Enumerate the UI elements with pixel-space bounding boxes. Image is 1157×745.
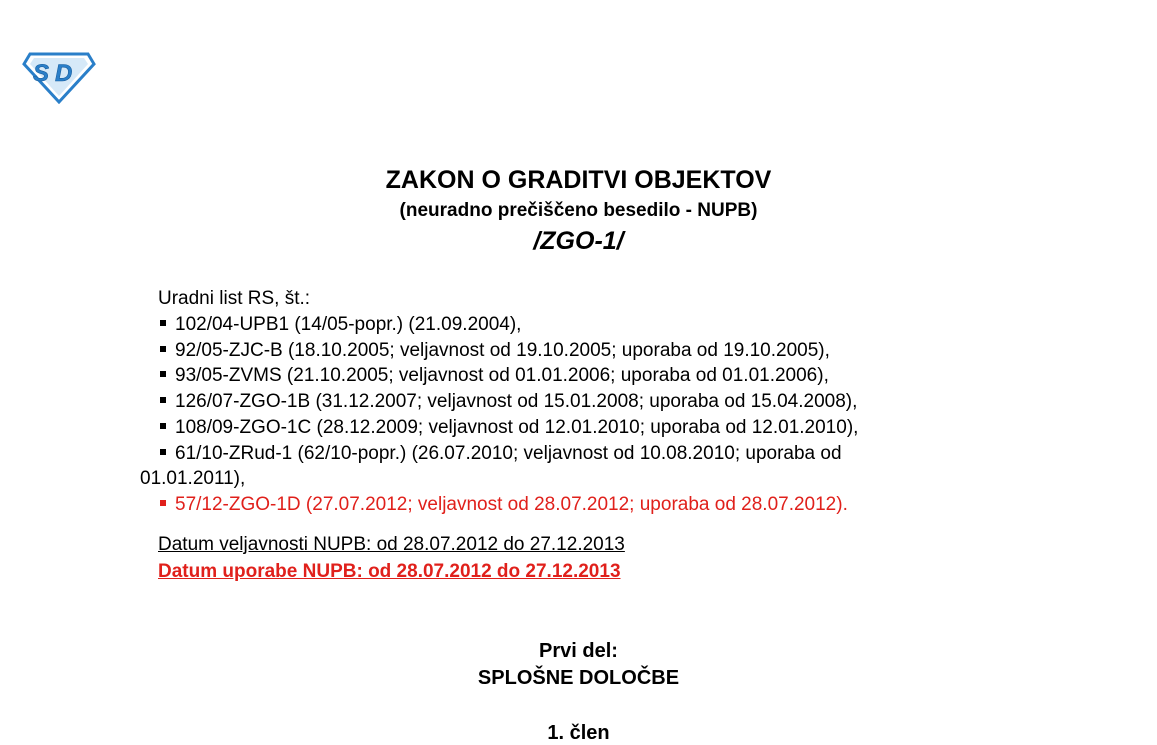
gazette-intro: Uradni list RS, št.: bbox=[158, 288, 311, 309]
article-heading: 1. člen bbox=[547, 722, 610, 744]
sd-logo-icon bbox=[22, 48, 96, 104]
gazette-item: 102/04-UPB1 (14/05-popr.) (21.09.2004), bbox=[160, 313, 521, 337]
bullet-icon bbox=[160, 449, 166, 455]
gazette-item: 92/05-ZJC-B (18.10.2005; veljavnost od 19.10.2005; uporaba od 19.10.2005), bbox=[160, 339, 830, 363]
bullet-icon bbox=[160, 500, 166, 506]
bullet-icon bbox=[160, 320, 166, 326]
gazette-item: 93/05-ZVMS (21.10.2005; veljavnost od 01.01.2006; uporaba od 01.01.2006), bbox=[160, 364, 829, 388]
gazette-item: 108/09-ZGO-1C (28.12.2009; veljavnost od 12.01.2010; uporaba od 12.01.2010), bbox=[160, 416, 858, 440]
part-title: SPLOŠNE DOLOČBE bbox=[477, 667, 680, 689]
bullet-icon bbox=[160, 346, 166, 352]
document-abbreviation: /ZGO-1/ bbox=[533, 227, 624, 255]
bullet-icon bbox=[160, 423, 166, 429]
validity-date: Datum veljavnosti NUPB: od 28.07.2012 do 27.12.2013 bbox=[158, 534, 625, 555]
gazette-item: 126/07-ZGO-1B (31.12.2007; veljavnost od 15.01.2008; uporaba od 15.04.2008), bbox=[160, 390, 857, 414]
part-label: Prvi del: bbox=[539, 640, 618, 662]
bullet-icon bbox=[160, 397, 166, 403]
document-title: ZAKON O GRADITVI OBJEKTOV bbox=[385, 166, 772, 194]
bullet-icon bbox=[160, 371, 166, 377]
gazette-item-latest: 57/12-ZGO-1D (27.07.2012; veljavnost od 28.07.2012; uporaba od 28.07.2012). bbox=[160, 493, 848, 517]
document-subtitle: (neuradno prečiščeno besedilo - NUPB) bbox=[399, 200, 758, 221]
svg-text:D: D bbox=[55, 60, 73, 87]
gazette-item-continuation: 01.01.2011), bbox=[140, 468, 246, 489]
svg-text:S: S bbox=[33, 60, 50, 87]
application-date: Datum uporabe NUPB: od 28.07.2012 do 27.12.2013 bbox=[158, 561, 621, 582]
gazette-item: 61/10-ZRud-1 (62/10-popr.) (26.07.2010; veljavnost od 10.08.2010; uporaba od bbox=[160, 442, 842, 466]
